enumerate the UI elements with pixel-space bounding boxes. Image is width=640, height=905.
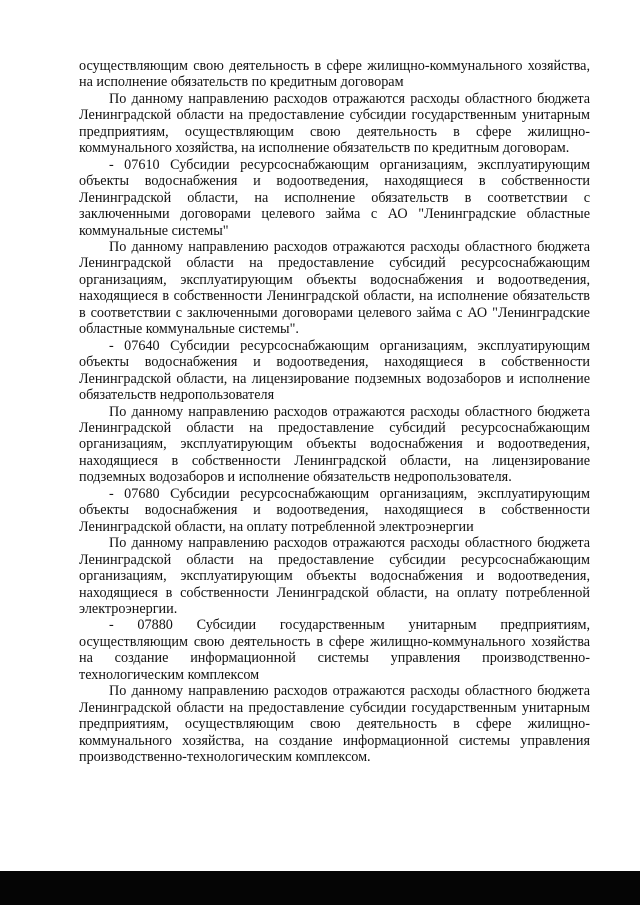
scan-bottom-border [0,871,640,905]
paragraph-code-07880: - 07880 Субсидии государственным унитарным предприятиям, осуществляющим свою деятельность в сфере жилищно-коммунального хозяйства на создание информационной системы управления производственно-технологическим комплексом [79,617,590,683]
paragraph-description: По данному направлению расходов отражаются расходы областного бюджета Ленинградской области на предоставление субсидий ресурсоснабжающим организациям, эксплуатирующим объекты водоснабжения и водоотведения, находящиеся в собственности Ленинградской области, на лицензирование подземных водозаборов и исполнение обязательств недропользователя. [79,403,590,486]
paragraph-code-07610: - 07610 Субсидии ресурсоснабжающим организациям, эксплуатирующим объекты водоснабжения и водоотведения, находящиеся в собственности Ленинградской области, на исполнение обязательств в соответствии с заключенными договорами целевого займа с АО "Ленинградские областные коммунальные системы" [79,156,590,239]
paragraph-code-07640: - 07640 Субсидии ресурсоснабжающим организациям, эксплуатирующим объекты водоснабжения и водоотведения, находящиеся в собственности Ленинградской области, на лицензирование подземных водозаборов и исполнение обязательств недропользователя [79,337,590,404]
paragraph-continuation: осуществляющим свою деятельность в сфере жилищно-коммунального хозяйства, на исполнение обязательств по кредитным договорам [79,58,590,91]
paragraph-description: По данному направлению расходов отражаются расходы областного бюджета Ленинградской области на предоставление субсидии государственным унитарным предприятиям, осуществляющим свою деятельность в сфере жилищно-коммунального хозяйства, на исполнение обязательств по кредитным договорам. [79,90,590,157]
paragraph-description: По данному направлению расходов отражаются расходы областного бюджета Ленинградской области на предоставление субсидий ресурсоснабжающим организациям, эксплуатирующим объекты водоснабжения и водоотведения, находящиеся в собственности Ленинградской области, на исполнение обязательств в соответствии с заключенными договорами целевого займа с АО "Ленинградские областные коммунальные системы". [79,238,590,338]
paragraph-code-07680: - 07680 Субсидии ресурсоснабжающим организациям, эксплуатирующим объекты водоснабжения и водоотведения, находящиеся в собственности Ленинградской области, на оплату потребленной электроэнергии [79,485,590,535]
paragraph-description: По данному направлению расходов отражаются расходы областного бюджета Ленинградской области на предоставление субсидии ресурсоснабжающим организациям, эксплуатирующим объекты водоснабжения и водоотведения, находящиеся в собственности Ленинградской области, на оплату потребленной электроэнергии. [79,535,590,617]
document-body [79,58,590,765]
paragraph-description: По данному направлению расходов отражаются расходы областного бюджета Ленинградской области на предоставление субсидии государственным унитарным предприятиям, осуществляющим свою деятельность в сфере жилищно-коммунального хозяйства, на создание информационной системы управления производственно-технологическим комплексом. [79,683,590,766]
